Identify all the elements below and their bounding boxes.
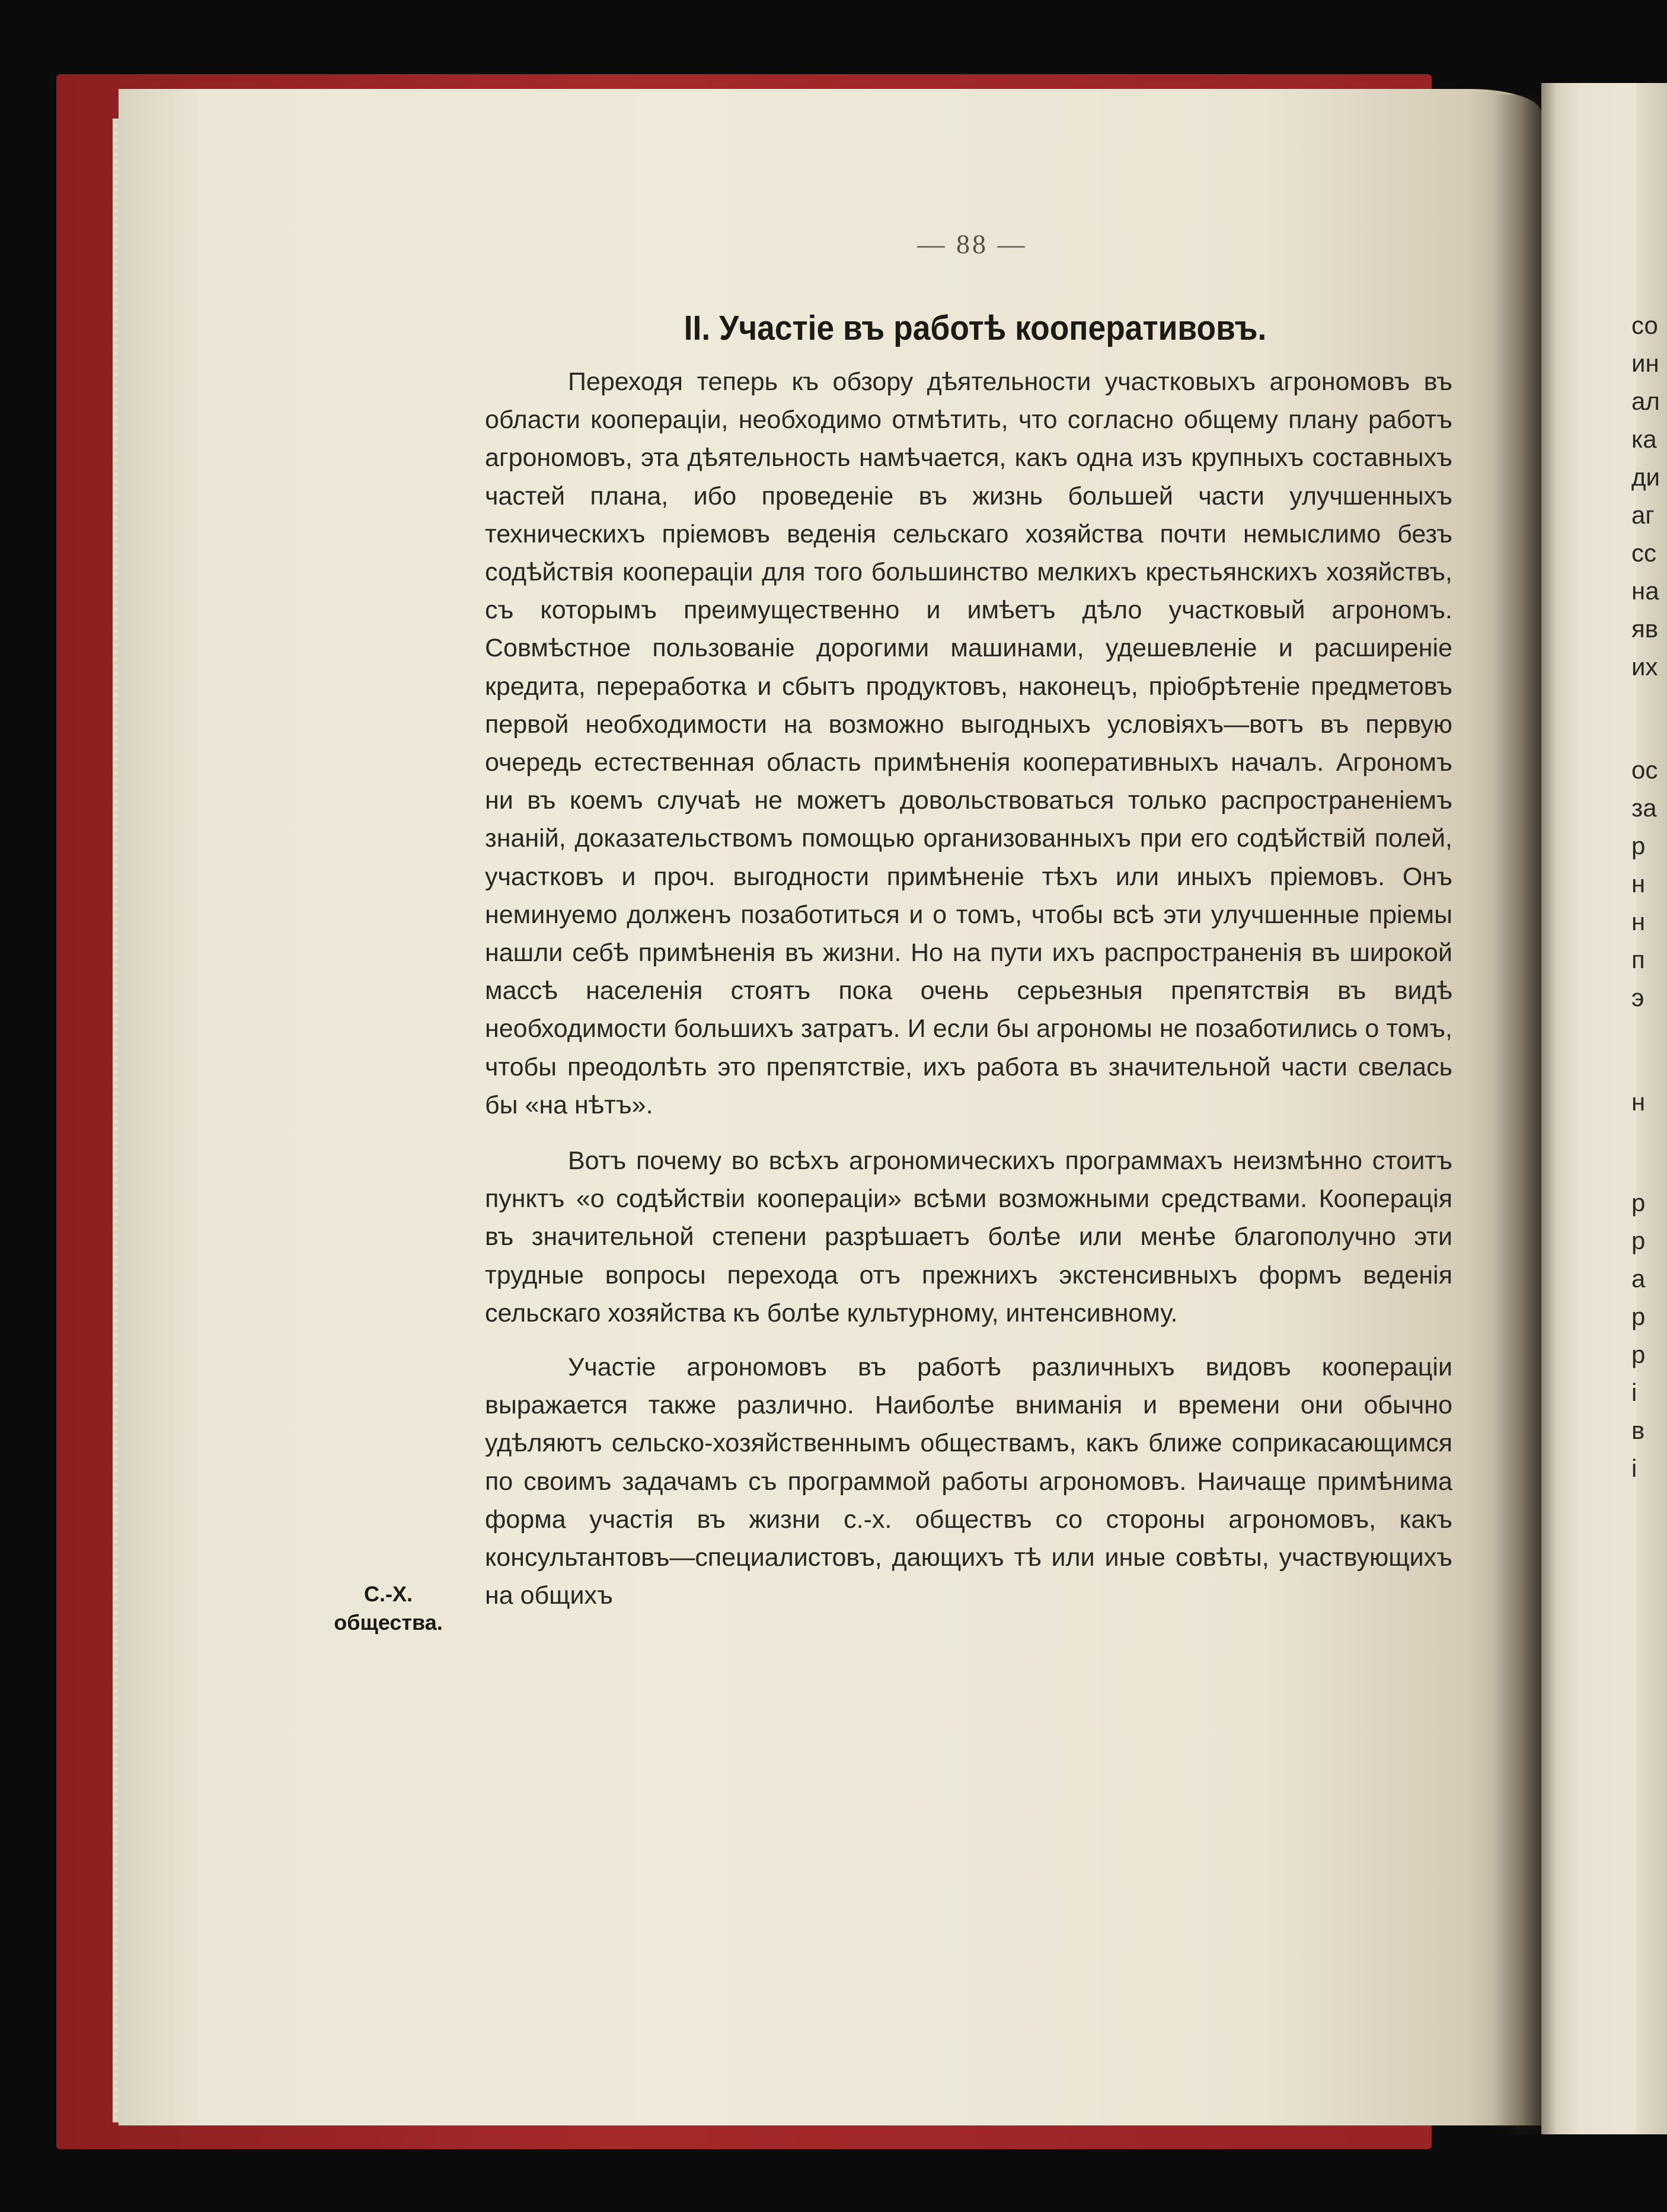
section-heading: II. Участіе въ работѣ кооперативовъ. (684, 309, 1267, 347)
right-page-fragment: н (1631, 1088, 1646, 1116)
right-page-fragment: п (1631, 946, 1645, 973)
right-page-fragment: э (1631, 984, 1644, 1011)
right-page-fragment: р (1631, 1340, 1646, 1368)
right-page-fragment: ди (1631, 463, 1660, 491)
right-page-fragment: за (1631, 794, 1657, 822)
book-gutter (1494, 95, 1541, 2134)
right-page-fragment: их (1631, 653, 1658, 681)
right-page-fragment: ка (1631, 425, 1657, 453)
right-page-fragment: р (1631, 1189, 1646, 1217)
right-page-fragment: р (1631, 1303, 1646, 1330)
right-page-fragment: р (1631, 832, 1646, 860)
body-text (485, 363, 1452, 1615)
right-page-fragment: ал (1631, 387, 1660, 415)
margin-note (305, 1580, 471, 1637)
right-page-fragment: ин (1631, 349, 1659, 377)
margin-note-line: общества. (334, 1610, 443, 1635)
right-page-fragment: н (1631, 908, 1646, 936)
right-page-fragment: і (1631, 1454, 1637, 1482)
right-page-fragment: со (1631, 311, 1658, 339)
right-page-fragment: р (1631, 1227, 1646, 1255)
right-page-fragment: а (1631, 1265, 1646, 1292)
right-page-fragment: н (1631, 870, 1646, 898)
page-number: — 88 — (917, 229, 1027, 259)
right-page-fragment: на (1631, 577, 1659, 605)
paragraph: Переходя теперь къ обзору дѣятельности участковыхъ агрономовъ въ области кооперацiи, необходимо отмѣтить, что согласно общему плану работъ агрономовъ, эта дѣятельность намѣчается, какъ одна изъ крупныхъ составныхъ частей плана, ибо проведенiе въ жизнь большей части улучшенныхъ техническихъ прiемовъ веденiя сельскаго хозяйства почти немыслимо безъ содѣйствiя кооперацiи для того большинство мелкихъ крестьянскихъ хозяйствъ, съ которымъ преимущественно и имѣетъ дѣло участковый агрономъ. Совмѣстное пользованiе дорогими машинами, удешевленiе и расширенiе кредита, переработка и сбытъ продуктовъ, наконецъ, прiобрѣтенiе предметовъ первой необходимости на возможно выгодныхъ условiяхъ—вотъ въ первую очередь естественная область примѣненiя кооперативныхъ началъ. Агрономъ ни въ коемъ случаѣ не можетъ довольствоваться только распространенiемъ знанiй, доказательствомъ помощью организованныхъ при его содѣйствiй полей, участковъ и проч. выгодности примѣненiе тѣхъ или иныхъ прiемовъ. Онъ неминуемо долженъ позаботиться и о томъ, чтобы всѣ эти улучшенные прiемы нашли себѣ примѣненiя въ жизни. Но на пути ихъ распространенiя въ широкой массѣ населенiя стоятъ пока очень серьезныя препятствiя въ видѣ необходимости большихъ затратъ. И если бы агрономы не позаботились о томъ, чтобы преодолѣть это препятствiе, ихъ работа въ значительной части свелась бы «на нѣтъ». (485, 368, 1452, 1119)
paragraph: Участiе агрономовъ въ работѣ различныхъ видовъ кооперацiи выражается также различно. Наиболѣе вниманiя и времени они обычно удѣляютъ сельско-хозяйственнымъ обществамъ, какъ ближе соприкасающимся по своимъ задачамъ съ программой работы агрономовъ. Наичаще примѣнима форма участiя въ жизни с.-х. обществъ со стороны агрономовъ, какъ консультантовъ—специалистовъ, дающихъ тѣ или иные совѣты, участвующихъ на общихъ (485, 1353, 1452, 1610)
margin-note-line: С.-Х. (363, 1582, 413, 1606)
right-page-fragment: аг (1631, 501, 1655, 529)
right-page-fragment: сс (1631, 539, 1656, 567)
right-page-fragment: в (1631, 1416, 1645, 1444)
paragraph: Вотъ почему во всѣхъ агрономическихъ программахъ неизмѣнно стоитъ пунктъ «о содѣйствiи кооперацiи» всѣми возможными средствами. Кооперацiя въ значительной степени разрѣшаетъ болѣе или менѣе благополучно эти трудные вопросы перехода отъ прежнихъ экстенсивныхъ формъ веденiя сельскаго хозяйства къ болѣе культурному, интенсивному. (485, 1147, 1452, 1327)
right-page-fragment: ос (1631, 756, 1658, 784)
right-page-fragment: і (1631, 1378, 1637, 1406)
right-page-fragment: яв (1631, 615, 1659, 643)
